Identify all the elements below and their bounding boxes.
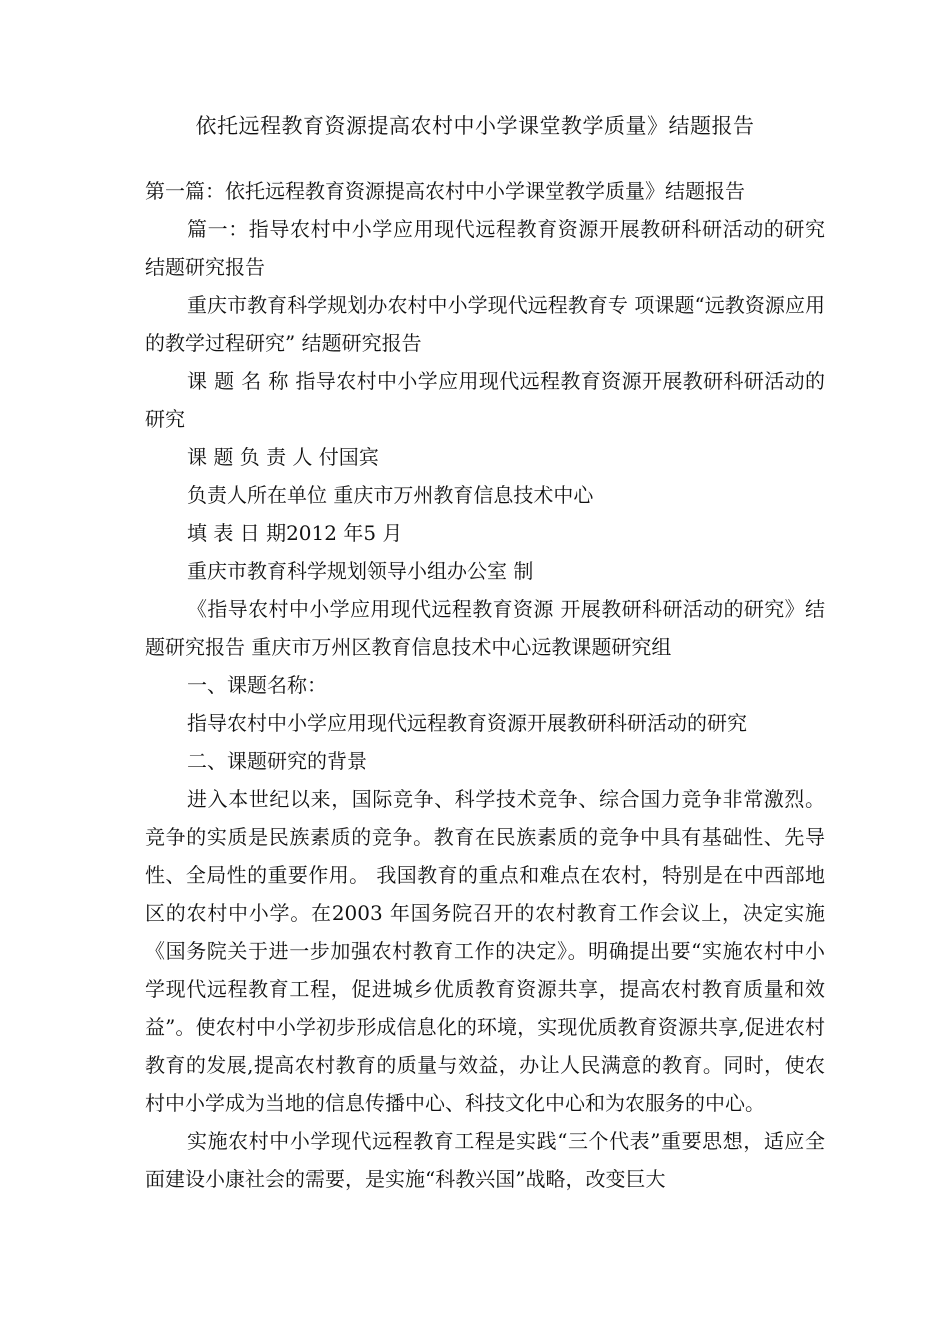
paragraph-background-body: 进入本世纪以来，国际竞争、科学技术竞争、综合国力竞争非常激烈。竞争的实质是民族素质的竞争。教育在民族素质的竞争中具有基础性、先导性、全局性的重要作用。 我国教育的重点和难点在农村，特别是在中西部地区的农村中小学。在2003 年国务院召开的农村教育工作会议上，决定实施《国务院关于进一步加强农村教育工作的决定》。明确提出要“实施农村中小学现代远程教育工程，促进城乡优质教育资源共享，提高农村教育质量和效益”。使农村中小学初步形成信息化的环境，实现优质教育资源共享,促进农村教育的发展,提高农村教育的质量与效益，办让人民满意的教育。同时，使农村中小学成为当地的信息传播中心、科技文化中心和为农服务的中心。 [145,787,825,1115]
paragraph-background-continued: 实施农村中小学现代远程教育工程是实践“三个代表”重要思想，适应全面建设小康社会的需要，是实施“科教兴国”战略，改变巨大 [145,1129,825,1191]
document-title: 依托远程教育资源提高农村中小学课堂教学质量》结题报告 [195,114,755,138]
heading-project-name: 一、课题名称： [187,673,327,697]
paragraph-section-one: 篇一：指导农村中小学应用现代远程教育资源开展教研科研活动的研究结题研究报告 [145,217,825,279]
paragraph-report-title: 《指导农村中小学应用现代远程教育资源 开展教研科研活动的研究》结题研究报告 重庆市万州区教育信息技术中心远教课题研究组 [145,597,825,659]
paragraph-issuer: 重庆市教育科学规划领导小组办公室 制 [187,559,534,583]
heading-research-background: 二、课题研究的背景 [187,749,367,773]
paragraph-leader-unit: 负责人所在单位 重庆市万州教育信息技术中心 [187,483,594,507]
paragraph-project-name-value: 指导农村中小学应用现代远程教育资源开展教研科研活动的研究 [187,711,747,735]
paragraph-project-name: 课 题 名 称 指导农村中小学应用现代远程教育资源开展教研科研活动的研究 [145,369,825,431]
document-body [145,172,825,1198]
paragraph-fill-date: 填 表 日 期2012 年5 月 [187,521,403,545]
paragraph-first-heading: 第一篇：依托远程教育资源提高农村中小学课堂教学质量》结题报告 [145,179,745,203]
paragraph-project-leader: 课 题 负 责 人 付国宾 [187,445,379,469]
paragraph-project-source: 重庆市教育科学规划办农村中小学现代远程教育专 项课题“远教资源应用的教学过程研究” 结题研究报告 [145,293,825,355]
